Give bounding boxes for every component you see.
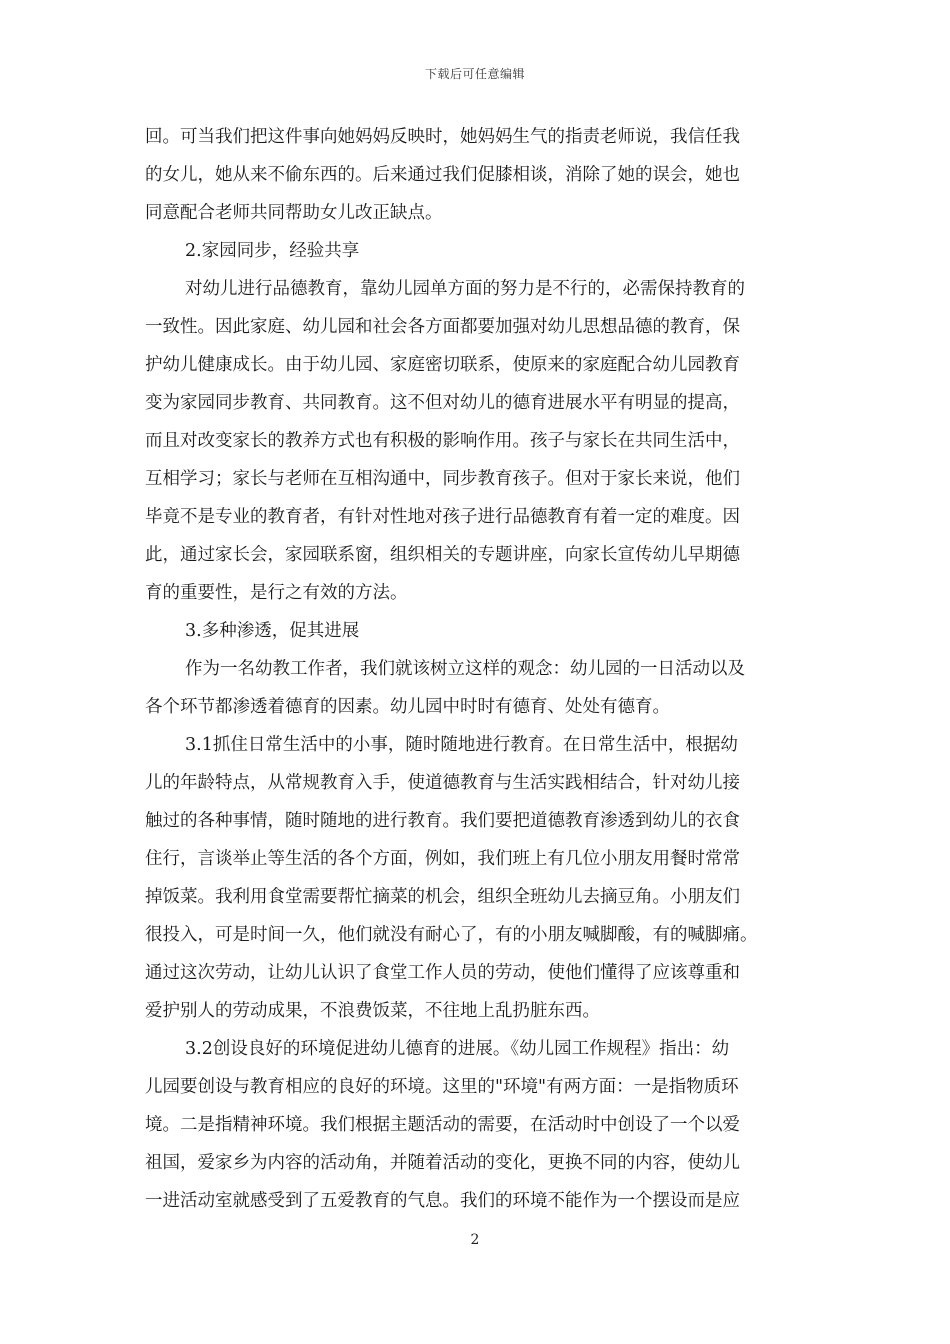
- text-line: 此，通过家长会，家园联系窗，组织相关的专题讲座，向家长宣传幼儿早期德: [145, 545, 740, 565]
- text-line: 毕竟不是专业的教育者，有针对性地对孩子进行品德教育有着一定的难度。因: [145, 507, 740, 527]
- text-line: 触过的各种事情，随时随地的进行教育。我们要把道德教育渗透到幼儿的衣食: [145, 811, 740, 831]
- text-line: 对幼儿进行品德教育，靠幼儿园单方面的努力是不行的，必需保持教育的: [185, 279, 745, 299]
- text-line: 作为一名幼教工作者，我们就该树立这样的观念：幼儿园的一日活动以及: [185, 659, 745, 679]
- page-header: 下载后可任意编辑: [424, 67, 525, 81]
- text-line: 同意配合老师共同帮助女儿改正缺点。: [145, 203, 443, 223]
- text-line: 的女儿，她从来不偷东西的。后来通过我们促膝相谈，消除了她的误会，她也: [145, 165, 740, 185]
- text-line: 爱护别人的劳动成果，不浪费饭菜，不往地上乱扔脏东西。: [145, 1001, 600, 1021]
- text-line: 育的重要性，是行之有效的方法。: [145, 583, 408, 603]
- text-line: 儿的年龄特点，从常规教育入手，使道德教育与生活实践相结合，针对幼儿接: [145, 773, 740, 793]
- text-line: 祖国，爱家乡为内容的活动角，并随着活动的变化，更换不同的内容，使幼儿: [145, 1153, 740, 1173]
- text-line: 3.2创设良好的环境促进幼儿德育的进展。《幼儿园工作规程》指出：幼: [185, 1039, 730, 1059]
- text-line: 3.1抓住日常生活中的小事，随时随地进行教育。在日常生活中，根据幼: [185, 735, 738, 755]
- text-line: 住行，言谈举止等生活的各个方面，例如，我们班上有几位小朋友用餐时常常: [145, 849, 740, 869]
- text-line: 一致性。因此家庭、幼儿园和社会各方面都要加强对幼儿思想品德的教育，保: [145, 317, 740, 337]
- text-line: 一进活动室就感受到了五爱教育的气息。我们的环境不能作为一个摆设而是应: [145, 1191, 740, 1211]
- text-line: 掉饭菜。我利用食堂需要帮忙摘菜的机会，组织全班幼儿去摘豆角。小朋友们: [145, 887, 740, 907]
- text-line: 很投入，可是时间一久，他们就没有耐心了，有的小朋友喊脚酸，有的喊脚痛。: [145, 925, 758, 945]
- text-line: 2.家园同步，经验共享: [185, 241, 360, 261]
- text-line: 回。可当我们把这件事向她妈妈反映时，她妈妈生气的指责老师说，我信任我: [145, 127, 740, 147]
- page-number: 2: [470, 1232, 480, 1248]
- text-line: 互相学习；家长与老师在互相沟通中，同步教育孩子。但对于家长来说，他们: [145, 469, 740, 489]
- text-line: 护幼儿健康成长。由于幼儿园、家庭密切联系，使原来的家庭配合幼儿园教育: [145, 355, 740, 375]
- text-line: 变为家园同步教育、共同教育。这不但对幼儿的德育进展水平有明显的提高，: [145, 393, 740, 413]
- text-line: 境。二是指精神环境。我们根据主题活动的需要，在活动时中创设了一个以爱: [145, 1115, 740, 1135]
- text-line: 通过这次劳动，让幼儿认识了食堂工作人员的劳动，使他们懂得了应该尊重和: [145, 963, 740, 983]
- text-line: 各个环节都渗透着德育的因素。幼儿园中时时有德育、处处有德育。: [145, 697, 670, 717]
- text-line: 3.多种渗透，促其进展: [185, 621, 360, 641]
- document-body: [145, 118, 810, 1220]
- text-line: 而且对改变家长的教养方式也有积极的影响作用。孩子与家长在共同生活中，: [145, 431, 740, 451]
- text-line: 儿园要创设与教育相应的良好的环境。这里的"环境"有两方面：一是指物质环: [145, 1077, 739, 1097]
